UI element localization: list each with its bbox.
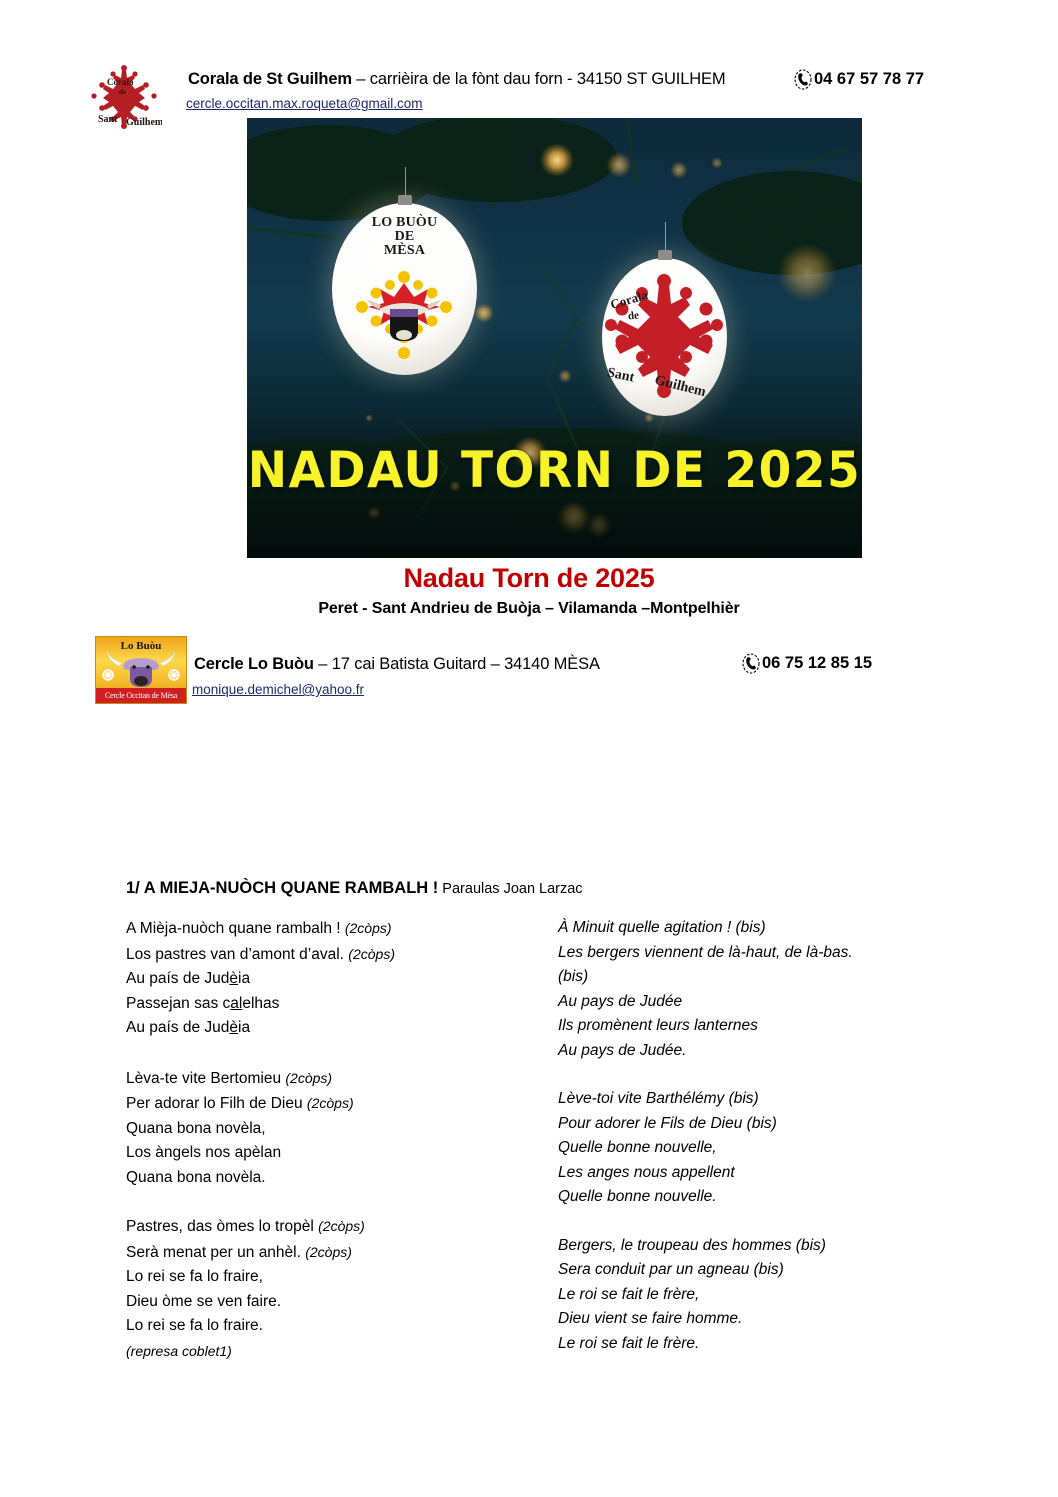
page-title: Nadau Torn de 2025 xyxy=(403,563,655,593)
lyric-line: Les bergers viennent de là-haut, de là-bas. xyxy=(558,943,853,961)
primary-org-name: Corala de St Guilhem xyxy=(188,70,352,88)
underlined-syllable: è xyxy=(229,1019,239,1036)
lyric-line: Les anges nous appellent xyxy=(558,1163,735,1181)
lyric-line: Au pays de Judée xyxy=(558,992,683,1010)
lyric-line: Lève-toi vite Barthélémy (bis) xyxy=(558,1090,759,1107)
repeat-marker: (2còps) xyxy=(344,920,392,936)
corala-sant-guilhem-logo xyxy=(88,62,162,132)
secondary-org-address: – 17 cai Batista Guitard – 34140 MÈSA xyxy=(313,655,600,673)
lyrics-french-column xyxy=(558,916,978,1380)
logo-text-corala: Corala xyxy=(107,77,134,87)
logo-text-guilhem: Guilhem xyxy=(126,117,162,128)
lyric-line: Pour adorer le Fils de Dieu (bis) xyxy=(558,1114,777,1132)
repeat-marker: (2còps) xyxy=(306,1095,354,1111)
song-author: Paraulas Joan Larzac xyxy=(438,881,583,897)
primary-phone-number: 04 67 57 78 77 xyxy=(814,69,925,88)
repeat-marker: (2còps) xyxy=(305,1243,352,1260)
primary-phone xyxy=(793,68,924,90)
lyric-line: Los pastres van d’amont d’aval. (2còps) xyxy=(126,945,395,963)
logo-text-sant: Sant xyxy=(98,114,118,125)
secondary-org-line xyxy=(194,655,600,674)
repeat-marker: (2còps) xyxy=(348,945,395,962)
ornament-lo-buou xyxy=(332,203,477,375)
lyric-line: Dieu vient se faire homme. xyxy=(558,1310,743,1327)
lyrics-occitan-column xyxy=(126,916,526,1388)
lyric-line: Bergers, le troupeau des hommes (bis) xyxy=(558,1236,826,1254)
ornament-cap xyxy=(398,195,412,205)
lyric-line: Lo rei se fa lo fraire. xyxy=(126,1317,263,1334)
lyric-line: Dieu òme se ven faire. xyxy=(126,1292,282,1310)
secondary-email-link[interactable]: monique.demichel@yahoo.fr xyxy=(192,682,365,697)
lyric-line: (bis) xyxy=(558,968,589,985)
lyric-line: Passejan sas calelhas xyxy=(126,994,280,1012)
occitan-cross-bull-emblem xyxy=(332,265,477,365)
lyric-line: Au país de Judèia xyxy=(126,970,251,987)
orn-left-line2: DE xyxy=(394,229,415,244)
ornament-hook xyxy=(665,222,666,252)
french-verse xyxy=(558,916,978,1063)
logo-text-de: de xyxy=(119,88,126,96)
orn-right-line3: Sant xyxy=(605,365,636,386)
primary-org-line xyxy=(188,70,725,89)
lyric-line: Lèva-te vite Bertomieu (2còps) xyxy=(126,1069,333,1087)
poster-image xyxy=(247,118,862,558)
orn-left-line3: MÈSA xyxy=(383,243,426,258)
cercle-lo-buou-logo xyxy=(95,636,187,704)
repeat-marker: (2còps) xyxy=(318,1218,365,1234)
lyric-line: Quana bona novèla, xyxy=(126,1119,266,1137)
lyric-line: Quelle bonne nouvelle. xyxy=(558,1188,717,1205)
repeat-marker: (represa coblet1) xyxy=(126,1342,232,1359)
lyric-line: Le roi se fait le frère. xyxy=(558,1334,700,1352)
logo-text-lo-buou: Lo Buòu xyxy=(120,640,162,652)
song-title: 1/ A MIEJA-NUÒCH QUANE RAMBALH ! xyxy=(126,879,439,897)
orn-right-line1: Corala xyxy=(608,287,650,313)
lyric-line: Ils promènent leurs lanternes xyxy=(558,1017,758,1034)
page-subtitle: Peret - Sant Andrieu de Buòja – Vilamanda –Montpelhièr xyxy=(318,600,740,617)
song-heading xyxy=(126,879,583,898)
lyric-line: Au país de Judèia xyxy=(126,1019,251,1036)
phone-in-circle-icon xyxy=(793,68,813,90)
orn-right-line4: Guilhem xyxy=(653,372,708,401)
french-verse xyxy=(558,1087,978,1210)
lyric-line: Pastres, das òmes lo tropèl (2còps) xyxy=(126,1218,365,1235)
orn-right-line2: de xyxy=(627,309,640,323)
poster-banner-text: NADAU TORN DE 2025 xyxy=(247,441,862,500)
secondary-org-name: Cercle Lo Buòu xyxy=(194,655,314,673)
underlined-syllable: è xyxy=(229,970,239,987)
occitan-verse xyxy=(126,916,526,1041)
underlined-syllable: al xyxy=(230,994,243,1012)
logo-banner-text: Cercle Occitan de Mèsa xyxy=(96,688,186,703)
ornament-hook xyxy=(405,167,406,197)
secondary-phone xyxy=(741,652,872,674)
lyric-line: Quana bona novèla. xyxy=(126,1168,266,1186)
lyric-line: Serà menat per un anhèl. (2còps) xyxy=(126,1243,352,1261)
lyric-line: Au pays de Judée. xyxy=(558,1041,687,1059)
ornament-corala-sant-guilhem xyxy=(602,258,727,416)
lyric-line: À Minuit quelle agitation ! (bis) xyxy=(558,919,766,936)
primary-email-link[interactable]: cercle.occitan.max.roqueta@gmail.com xyxy=(186,96,423,111)
lyric-line: Quelle bonne nouvelle, xyxy=(558,1139,717,1156)
lyric-line: A Mièja-nuòch quane rambalh ! (2còps) xyxy=(126,920,392,937)
bull-head-icon xyxy=(96,647,186,689)
ornament-lo-buou-text xyxy=(332,216,477,258)
secondary-phone-number: 06 75 12 85 15 xyxy=(762,653,873,672)
primary-org-address: – carrièira de la fònt dau forn - 34150 ST GUILHEM xyxy=(351,70,726,88)
lyric-line: Los àngels nos apèlan xyxy=(126,1144,282,1161)
lyric-line: Lo rei se fa lo fraire, xyxy=(126,1268,263,1285)
lyric-line xyxy=(126,1339,526,1365)
orn-left-line1: LO BUÒU xyxy=(371,215,438,230)
french-verse xyxy=(558,1234,978,1357)
phone-in-circle-icon xyxy=(741,652,761,674)
occitan-verse xyxy=(126,1214,526,1364)
lyric-line: Per adorar lo Filh de Dieu (2còps) xyxy=(126,1095,354,1112)
occitan-cross-emblem xyxy=(602,258,727,416)
repeat-marker: (2còps) xyxy=(285,1069,333,1086)
occitan-verse xyxy=(126,1066,526,1191)
lyric-line: Sera conduit par un agneau (bis) xyxy=(558,1261,784,1278)
lyric-line: Le roi se fait le frère, xyxy=(558,1285,700,1303)
